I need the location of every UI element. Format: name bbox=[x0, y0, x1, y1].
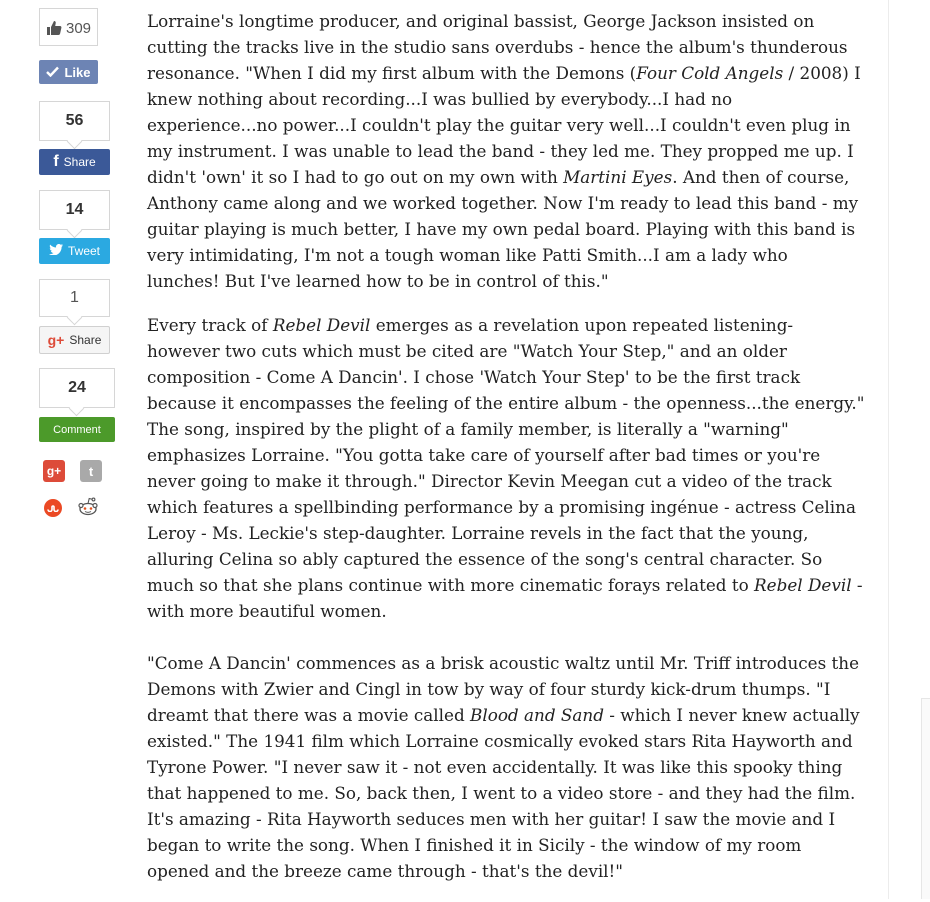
comment-count-box bbox=[39, 368, 115, 408]
like-label: Like bbox=[64, 64, 91, 80]
stumbleupon-icon[interactable] bbox=[44, 499, 62, 517]
film-title: Blood and Sand bbox=[470, 705, 604, 725]
googleplus-share-label: Share bbox=[69, 333, 102, 347]
text-run: - which I never knew actually existed." The 1941 film which Lorraine cosmically evoked stars Rita Hayworth and Tyrone Power. "I never saw it - not even accidentally. It was like this spooky thing that happened to me. So, back then, I went to a video store - and they had the film. It's amazing - Rita Hayworth seduces men with her guitar! I saw the movie and I began to write the song. When I finished it in Sicily - the window of my room opened and the breeze came through - that's the devil!" bbox=[147, 705, 860, 881]
googleplus-icon[interactable]: g+ bbox=[43, 460, 65, 482]
facebook-icon: f bbox=[53, 153, 59, 170]
facebook-share-label: Share bbox=[63, 155, 96, 169]
comment-button[interactable] bbox=[39, 417, 115, 442]
facebook-count-box bbox=[39, 101, 110, 141]
facebook-count: 56 bbox=[65, 112, 84, 129]
text-run: emerges as a revelation upon repeated listening- however two cuts which must be cited are "Watch Your Step," and an older composition - Come A Dancin'. I chose 'Watch Your Step' to be the first track because it encompasses the feeling of the entire album - the openness...the energy." The song, inspired by the plight of a family member, is literally a "warning" emphasizes Lorraine. "You gotta take care of yourself after bad times or you're never going to make it through." Director Kevin Meegan cut a video of the track which features a spellbinding performance by a promising ingénue - actress Celina Leroy - Ms. Leckie's step-daughter. Lorraine revels in the fact that the young, alluring Celina so ably captured the essence of the song's central character. So much so that she plans continue with more cinematic forays related to bbox=[147, 315, 865, 595]
article-paragraph bbox=[147, 650, 865, 884]
sidebar-edge bbox=[921, 698, 930, 899]
check-icon bbox=[46, 65, 59, 80]
tumblr-icon[interactable]: t bbox=[80, 460, 102, 482]
twitter-count-box bbox=[39, 190, 110, 230]
text-run: / 2008) I knew nothing about recording...I was bullied by everybody...I had no experience...no power...I couldn't play the guitar very well...I couldn't even plug in my instrument. I was unable to lead the band - they led me. They propped me up. I didn't 'own' it so I had to go out on my own with bbox=[147, 63, 861, 187]
album-title: Rebel Devil bbox=[272, 315, 371, 335]
album-title: Martini Eyes bbox=[563, 167, 673, 187]
twitter-icon bbox=[49, 244, 63, 258]
text-run: Every track of bbox=[147, 315, 273, 335]
googleplus-count-box bbox=[39, 279, 110, 317]
article-paragraph bbox=[147, 8, 865, 294]
twitter-count: 14 bbox=[65, 201, 84, 218]
album-title: Rebel Devil bbox=[754, 575, 852, 595]
facebook-share-button[interactable] bbox=[39, 149, 110, 175]
text-run: "Come A Dancin' commences as a brisk acoustic waltz until Mr. Triff introduces the Demons with Zwier and Cingl in tow by way of four sturdy kick-drum thumps. "I dreamt that there was a movie called bbox=[147, 653, 860, 725]
googleplus-share-button[interactable] bbox=[39, 326, 110, 354]
text-run: . And then of course, Anthony came along and we worked together. Now I'm ready to lead this band - my guitar playing is much better, I have my own pedal board. Playing with this band is very intimidating, I'm not a tough woman like Patti Smith...I am a lady who lunches! But I've learned how to be in control of this." bbox=[147, 167, 859, 291]
thumbs-up-icon bbox=[46, 20, 63, 41]
reddit-icon[interactable] bbox=[76, 494, 100, 518]
comment-count: 24 bbox=[68, 379, 86, 396]
googleplus-icon: g+ bbox=[47, 332, 65, 348]
text-run: Lorraine's longtime producer, and original bassist, George Jackson insisted on cutting the tracks live in the studio sans overdubs - hence the album's thunderous resonance. "When I did my first album with the Demons ( bbox=[147, 11, 848, 83]
like-count: 309 bbox=[66, 20, 92, 37]
sidebar-divider bbox=[888, 0, 889, 899]
like-count-box bbox=[39, 8, 98, 46]
article-paragraph bbox=[147, 312, 865, 624]
tweet-button[interactable] bbox=[39, 238, 110, 264]
comment-label: Comment bbox=[53, 423, 101, 436]
album-title: Four Cold Angels bbox=[636, 63, 784, 83]
text-run: - with more beautiful women. bbox=[147, 575, 863, 621]
tweet-label: Tweet bbox=[67, 244, 100, 258]
like-button[interactable] bbox=[39, 60, 98, 84]
googleplus-count: 1 bbox=[70, 289, 79, 306]
article-body bbox=[147, 8, 865, 902]
